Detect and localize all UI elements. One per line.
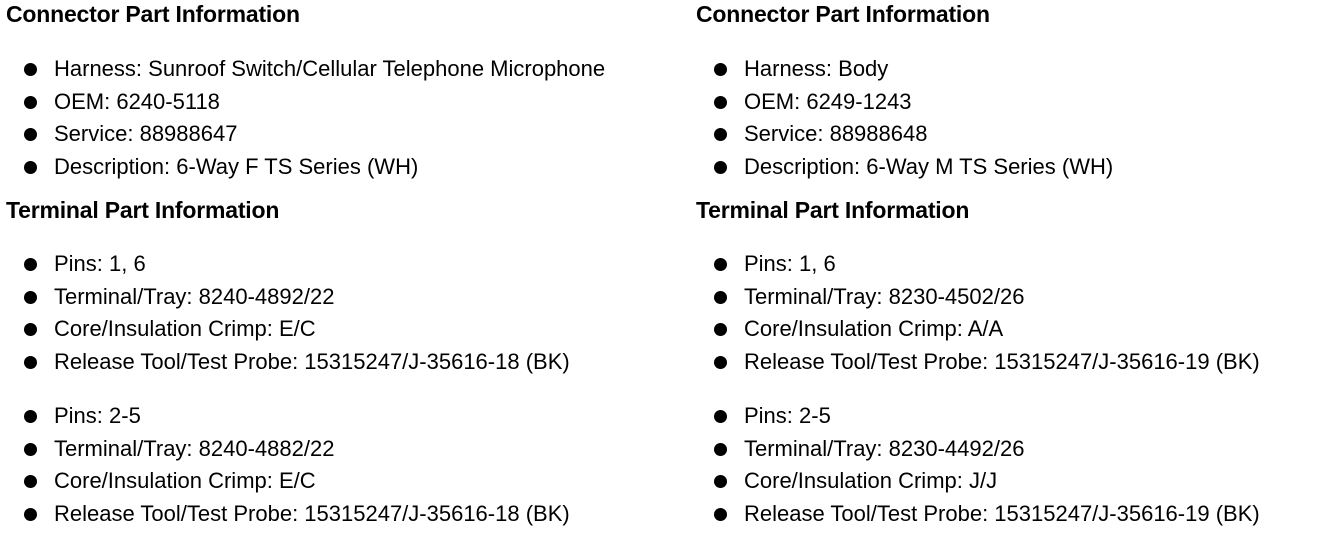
bullet-icon [714, 410, 727, 423]
terminal-tray-text: Terminal/Tray: 8230-4502/26 [744, 283, 1025, 309]
list-item [696, 281, 1260, 314]
list-item [696, 498, 1260, 531]
terminal-group-list [696, 248, 1260, 379]
list-item [6, 433, 570, 466]
terminal-group-list [696, 400, 1260, 531]
bullet-icon [714, 443, 727, 456]
bullet-icon [714, 258, 727, 271]
description-text: Description: 6-Way F TS Series (WH) [54, 154, 419, 180]
list-item [6, 313, 570, 346]
bullet-icon [714, 96, 727, 109]
oem-text: OEM: 6240-5118 [54, 88, 220, 114]
bullet-icon [24, 508, 37, 521]
list-item [696, 118, 1113, 151]
terminal-group-list [6, 400, 570, 531]
release-tool-text: Release Tool/Test Probe: 15315247/J-35616-18 (BK) [54, 349, 570, 375]
connector-part-list [6, 53, 605, 184]
bullet-icon [714, 161, 727, 174]
release-tool-text: Release Tool/Test Probe: 15315247/J-35616-18 (BK) [54, 501, 570, 527]
bullet-icon [714, 128, 727, 141]
bullet-icon [24, 443, 37, 456]
bullet-icon [24, 128, 37, 141]
list-item [6, 346, 570, 379]
pins-text: Pins: 2-5 [744, 403, 831, 428]
bullet-icon [714, 63, 727, 76]
release-tool-text: Release Tool/Test Probe: 15315247/J-35616-19 (BK) [744, 501, 1260, 527]
list-item [6, 400, 570, 433]
terminal-part-heading: Terminal Part Information [696, 197, 970, 223]
list-item [6, 53, 605, 86]
list-item [6, 118, 605, 151]
service-text: Service: 88988647 [54, 121, 238, 147]
list-item [6, 151, 605, 184]
connector-part-heading: Connector Part Information [696, 1, 990, 27]
list-item [696, 465, 1260, 498]
description-text: Description: 6-Way M TS Series (WH) [744, 154, 1114, 180]
terminal-tray-text: Terminal/Tray: 8240-4882/22 [54, 435, 335, 461]
connector-part-list [696, 53, 1113, 184]
bullet-icon [714, 356, 727, 369]
bullet-icon [714, 508, 727, 521]
list-item [696, 86, 1113, 119]
list-item [696, 53, 1113, 86]
harness-text: Harness: Sunroof Switch/Cellular Telephone Microphone [54, 56, 606, 81]
pins-text: Pins: 1, 6 [744, 251, 836, 276]
list-item [6, 465, 570, 498]
oem-text: OEM: 6249-1243 [744, 88, 912, 114]
bullet-icon [24, 410, 37, 423]
list-item [6, 281, 570, 314]
bullet-icon [24, 258, 37, 271]
connector-part-heading: Connector Part Information [6, 1, 300, 27]
bullet-icon [24, 291, 37, 304]
list-item [696, 313, 1260, 346]
list-item [6, 86, 605, 119]
service-text: Service: 88988648 [744, 121, 928, 147]
bullet-icon [24, 356, 37, 369]
bullet-icon [24, 161, 37, 174]
bullet-icon [714, 475, 727, 488]
harness-text: Harness: Body [744, 56, 889, 81]
crimp-text: Core/Insulation Crimp: E/C [54, 316, 316, 342]
list-item [696, 248, 1260, 281]
pins-text: Pins: 2-5 [54, 403, 141, 428]
bullet-icon [714, 291, 727, 304]
bullet-icon [714, 323, 727, 336]
bullet-icon [24, 63, 37, 76]
list-item [696, 151, 1113, 184]
crimp-text: Core/Insulation Crimp: E/C [54, 468, 316, 494]
pins-text: Pins: 1, 6 [54, 251, 146, 276]
list-item [696, 400, 1260, 433]
crimp-text: Core/Insulation Crimp: A/A [744, 316, 1004, 342]
bullet-icon [24, 96, 37, 109]
bullet-icon [24, 323, 37, 336]
list-item [6, 248, 570, 281]
terminal-part-heading: Terminal Part Information [6, 197, 280, 223]
terminal-tray-text: Terminal/Tray: 8230-4492/26 [744, 435, 1025, 461]
crimp-text: Core/Insulation Crimp: J/J [744, 468, 998, 494]
terminal-tray-text: Terminal/Tray: 8240-4892/22 [54, 283, 335, 309]
terminal-group-list [6, 248, 570, 379]
release-tool-text: Release Tool/Test Probe: 15315247/J-35616-19 (BK) [744, 349, 1260, 375]
bullet-icon [24, 475, 37, 488]
list-item [696, 433, 1260, 466]
list-item [696, 346, 1260, 379]
list-item [6, 498, 570, 531]
